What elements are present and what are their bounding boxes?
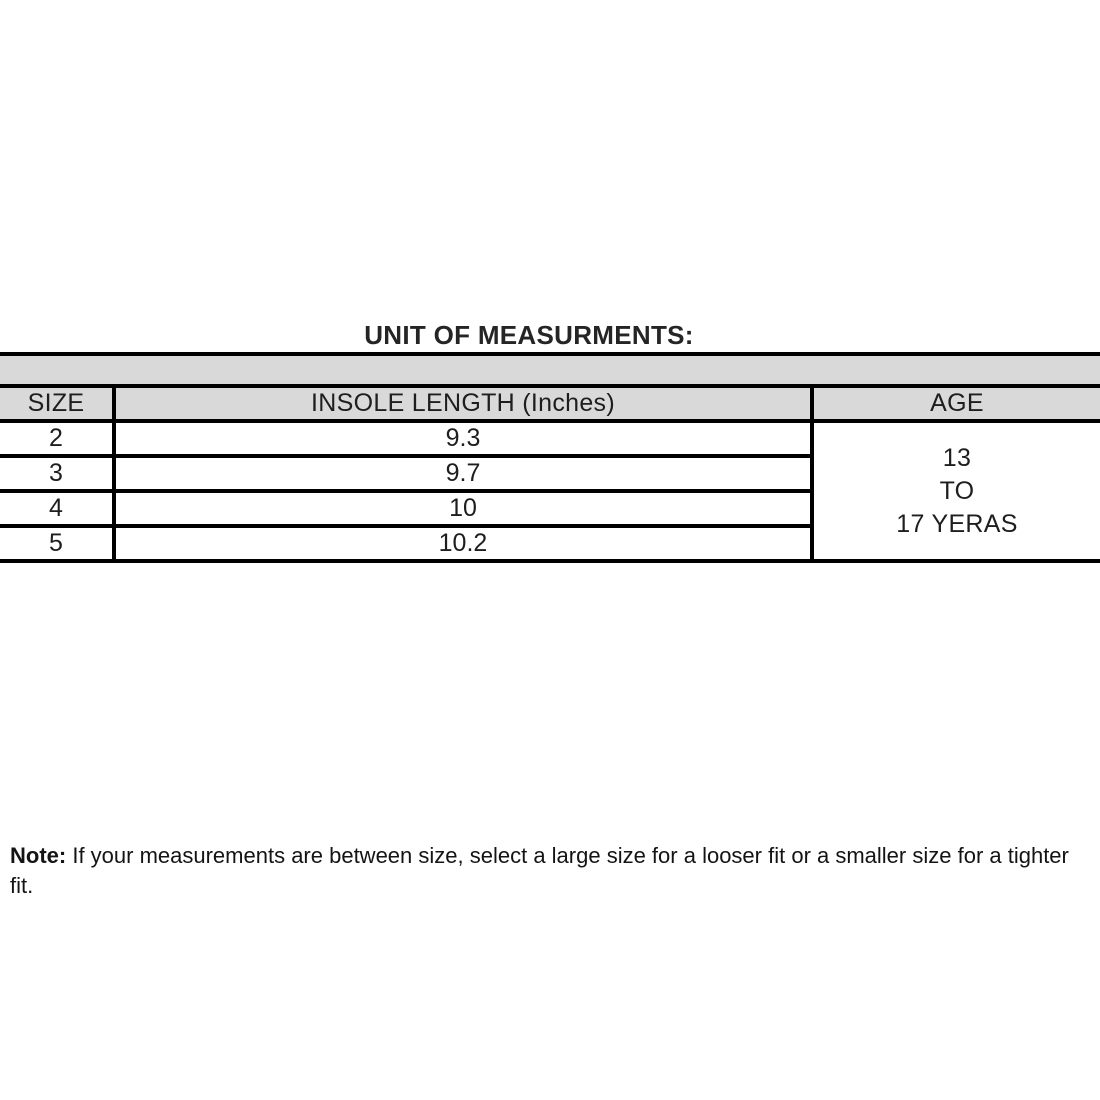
insole-length-cell: 9.7 (114, 456, 812, 491)
note-text: If your measurements are between size, select a large size for a looser fit or a smaller size for a tighter fit. (10, 843, 1069, 898)
age-line-1: 13 (942, 443, 972, 472)
size-cell: 4 (0, 491, 114, 526)
age-line-2: TO (939, 476, 975, 505)
table-header-row (0, 386, 1100, 421)
insole-length-cell: 10 (114, 491, 812, 526)
note (10, 841, 1092, 901)
age-line-3: 17 YERAS (896, 509, 1018, 538)
column-header-age: AGE (812, 386, 1100, 421)
table-row (0, 421, 1100, 456)
size-cell: 2 (0, 421, 114, 456)
insole-length-cell: 10.2 (114, 526, 812, 561)
insole-length-cell: 9.3 (114, 421, 812, 456)
age-cell (812, 421, 1100, 561)
size-cell: 5 (0, 526, 114, 561)
column-header-insole-length: INSOLE LENGTH (Inches) (114, 386, 812, 421)
size-chart-table (0, 352, 1100, 563)
note-label: Note: (10, 843, 67, 868)
column-header-size: SIZE (0, 386, 114, 421)
page-title: UNIT OF MEASURMENTS: (364, 320, 694, 350)
size-cell: 3 (0, 456, 114, 491)
top-band-cell (0, 354, 1100, 386)
table-top-band (0, 354, 1100, 386)
